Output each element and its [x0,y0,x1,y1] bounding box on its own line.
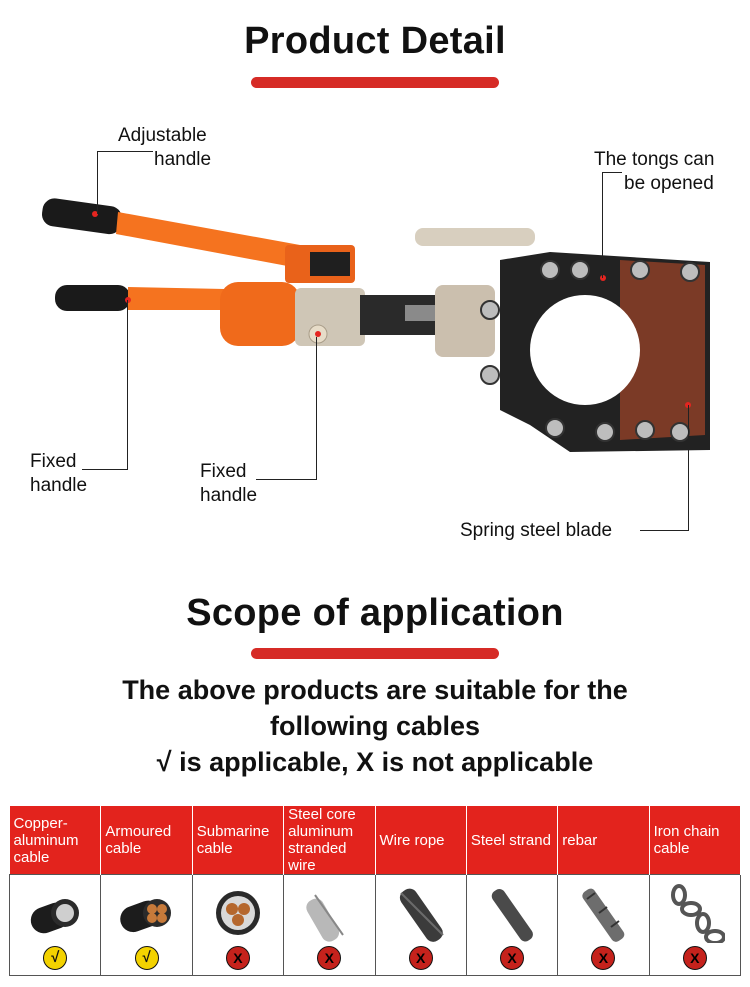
cable-applicability-table [9,806,741,976]
callout-line [688,405,689,531]
callout-line [602,172,622,173]
header-iron-chain-cable: Iron chain cable [649,806,740,875]
header-submarine-cable: Submarine cable [192,806,283,875]
label-fixed-handle-left-line2: handle [30,475,88,496]
cell-copper-aluminum-cable [10,875,101,976]
iron-chain-image [665,883,725,943]
header-wire-rope: Wire rope [375,806,466,875]
callout-line [127,300,128,469]
adjustable-handle-graphic [40,197,355,283]
callout-line [82,469,128,470]
title-underline [251,77,499,88]
not-applicable-x-icon: X [226,946,250,970]
not-applicable-x-icon: X [591,946,615,970]
not-applicable-x-icon: X [683,946,707,970]
cell-rebar [558,875,649,976]
steel-strand-image [482,883,542,943]
cell-iron-chain-cable [649,875,740,976]
armoured-cable-image [117,883,177,943]
callout-line [97,151,98,214]
not-applicable-x-icon: X [317,946,341,970]
not-applicable-x-icon: X [409,946,433,970]
cell-wire-rope [375,875,466,976]
table-header-row [10,806,741,875]
label-tongs-line1: The tongs can [594,149,715,170]
label-tongs-line2: be opened [624,173,714,194]
section-title-product-detail: Product Detail [244,20,506,62]
cell-submarine-cable [192,875,283,976]
label-fixed-handle-mid-line1: Fixed [200,461,247,482]
header-steel-core-aluminum-stranded-wire: Steel core aluminum stranded wire [284,806,375,875]
hydraulic-cable-cutter-illustration [30,190,720,480]
applicable-check-icon: √ [135,946,159,970]
label-fixed-handle-mid-line2: handle [200,485,258,506]
submarine-cable-image [208,883,268,943]
label-fixed-handle-left-line1: Fixed [30,451,77,472]
header-armoured-cable: Armoured cable [101,806,192,875]
wire-rope-image [391,883,451,943]
label-adjustable-handle-line2: handle [154,149,212,170]
rebar-image [573,883,633,943]
scope-legend: √ is applicable, X is not applicable [156,747,594,777]
copper-aluminum-cable-image [25,883,85,943]
callout-line [640,530,688,531]
cell-steel-strand [466,875,557,976]
header-steel-strand: Steel strand [466,806,557,875]
callout-line [602,172,603,278]
applicable-check-icon: √ [43,946,67,970]
callout-line [97,151,153,152]
cell-armoured-cable [101,875,192,976]
scope-description-line1: The above products are suitable for the [122,675,628,705]
scope-description-line2: following cables [269,711,481,741]
cell-steel-core-aluminum-stranded-wire [284,875,375,976]
label-spring-steel-blade: Spring steel blade [460,520,613,541]
callout-line [316,337,317,480]
table-row [10,875,741,976]
header-rebar: rebar [558,806,649,875]
section-title-scope: Scope of application [186,592,564,634]
title-underline [251,648,499,659]
steel-core-aluminum-wire-image [299,883,359,943]
callout-line [256,479,317,480]
label-adjustable-handle-line1: Adjustable [118,125,207,146]
header-copper-aluminum-cable: Copper-aluminum cable [10,806,101,875]
not-applicable-x-icon: X [500,946,524,970]
